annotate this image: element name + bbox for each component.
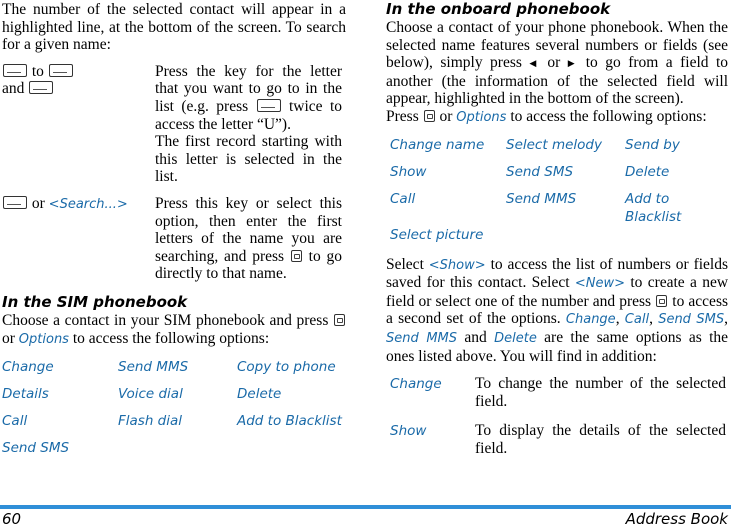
onboard-option[interactable]: Call [390,190,416,207]
sim-option[interactable]: Change [2,359,54,376]
footer-rule [0,505,731,509]
sim-option[interactable]: Add to Blacklist [237,413,342,430]
extra-option-desc: To change the number of the selected field. [475,375,726,410]
show-option[interactable]: <Show> [428,257,486,273]
extra-options-table [390,375,726,457]
search-description: Press this key or select this option, then enter the first letters of the name you are searching, and press to go directly to that name. [155,194,343,283]
key-row [2,186,346,283]
key-hash-icon [3,196,27,209]
section-title: Address Book [625,510,728,528]
sim-options-grid [2,358,342,466]
key-hash-icon [29,81,53,94]
ok-key-icon [656,295,667,307]
key-9-icon [49,64,73,77]
extra-option-row [390,375,726,410]
sim-option[interactable]: Send MMS [118,359,189,376]
sim-option[interactable]: Send SMS [2,440,70,457]
left-arrow-icon: ◀ [529,58,540,69]
sim-intro: Choose a contact in your SIM phonebook and press or Options to access the following options: [2,312,346,348]
onboard-option[interactable]: Send SMS [506,163,574,180]
ok-key-icon [334,314,345,326]
send-mms-option[interactable]: Send MMS [386,330,458,346]
ok-key-icon [291,250,302,262]
new-option[interactable]: <New> [574,276,625,292]
change-option[interactable]: Change [565,312,616,328]
extra-option[interactable]: Show [390,423,427,440]
sim-option[interactable]: Voice dial [118,386,183,403]
onboard-phonebook-heading: In the onboard phonebook [386,0,611,18]
extra-option-desc: To display the details of the selected field. [475,422,726,457]
extra-option-row [390,410,726,457]
extra-option[interactable]: Change [390,376,442,393]
delete-option[interactable]: Delete [494,330,537,346]
send-sms-option[interactable]: Send SMS [658,312,725,328]
onboard-option[interactable]: Send MMS [506,190,577,207]
onboard-option[interactable]: Select picture [390,226,484,243]
right-arrow-icon: ▶ [567,58,579,69]
sim-option[interactable]: Call [2,413,28,430]
sim-option[interactable]: Copy to phone [237,359,336,376]
sim-phonebook-heading: In the SIM phonebook [2,292,188,311]
right-column [386,0,728,458]
key-description: Press the key for the letter that you want to go to in the list (e.g. press twice to access the letter “U”). [155,62,342,133]
key-description-2: The first record starting with this letter is selected in the list. [155,133,342,186]
key-and-label: and [2,80,25,98]
onboard-option[interactable]: Delete [625,163,670,180]
options-label[interactable]: Options [456,109,507,125]
onboard-intro: Choose a contact of your phone phonebook. When the selected name features several numbers or fields (see below), simply press ◀ or ▶ to go from a field to another (the information of the selected field will appear, highlighted in the bottom of the screen). [386,19,729,108]
press-options-line: Press or Options to access the following options: [386,107,707,125]
onboard-options-grid [390,136,728,253]
options-label[interactable]: Options [18,331,69,347]
onboard-option[interactable]: Change name [390,136,485,153]
sim-option[interactable]: Flash dial [118,413,183,430]
select-show-paragraph: Select <Show> to access the list of numbers or fields saved for this contact. Select <New> to create a new field or select one of the number and press to access a second set of the options. Change, Call, Send SMS, Send MMS and Delete are the same options as the ones listed above. You will find in addition: [386,255,729,365]
search-option[interactable]: <Search...> [48,196,128,212]
key-8-icon [257,99,281,112]
sim-option[interactable]: Details [2,386,49,403]
sim-option[interactable]: Delete [237,386,282,403]
onboard-option[interactable]: Select melody [506,136,602,153]
key-row [2,63,346,186]
intro-paragraph: The number of the selected contact will appear in a highlighted line, at the bottom of the screen. To search for a given name: [2,1,346,54]
call-option[interactable]: Call [624,312,650,328]
key-1-icon [3,64,27,77]
page-number: 60 [2,510,22,528]
onboard-option[interactable]: Send by [625,136,680,153]
ok-key-icon [424,110,435,122]
left-column [2,0,346,466]
key-table [2,63,346,283]
onboard-option[interactable]: Show [390,163,427,180]
key-to-label: to [31,62,44,80]
key-or-label: or [31,194,45,212]
onboard-option[interactable]: Add to Blacklist [625,190,682,225]
